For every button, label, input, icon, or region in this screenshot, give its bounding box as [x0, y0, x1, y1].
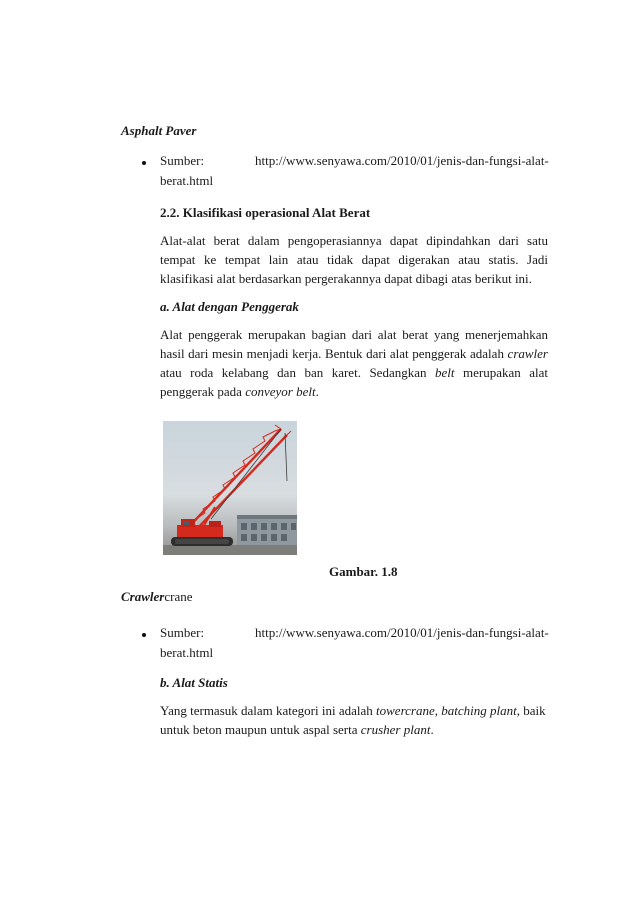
text: , [434, 703, 442, 718]
section-title: 2.2. Klasifikasi operasional Alat Berat [160, 205, 371, 220]
term-towercrane: towercrane [376, 703, 435, 718]
term-conveyor-belt: conveyor belt [245, 384, 316, 399]
term-crusher-plant: crusher plant [360, 722, 431, 737]
subsection-a-title: a. Alat dengan Penggerak [160, 299, 299, 314]
bullet-icon [142, 161, 146, 165]
term-crawler: crawler [507, 346, 548, 361]
crawler-crane-caption [121, 587, 192, 606]
source-url-cont[interactable]: berat.html [160, 173, 214, 188]
source-url[interactable]: http://www.senyawa.com/2010/01/jenis-dan-fungsi-alat- [255, 625, 549, 640]
crawler-crane-image [163, 421, 297, 555]
paragraph-a [160, 325, 548, 401]
text: Yang termasuk dalam kategori ini adalah [160, 703, 377, 718]
caption-normal: crane [164, 589, 193, 604]
text: Alat penggerak merupakan bagian dari alat berat yang menerjemahkan hasil dari mesin menjadi kerja. Bentuk dari alat penggerak adalah [160, 327, 548, 361]
heading-asphalt-paver: Asphalt Paver [121, 123, 197, 138]
bullet-icon [142, 633, 146, 637]
text: atau roda kelabang dan ban karet. Sedangkan [160, 365, 435, 380]
caption-italic: Crawler [121, 589, 165, 604]
term-belt: belt [434, 365, 455, 380]
text: . [430, 722, 434, 737]
text: , baik untuk beton maupun untuk aspal serta [160, 703, 546, 737]
source-label: Sumber: [160, 625, 205, 640]
subsection-b-title: b. Alat Statis [160, 675, 228, 690]
term-batching-plant: batching plant [441, 703, 517, 718]
section-paragraph: Alat-alat berat dalam pengoperasiannya dapat dipindahkan dari satu tempat ke tempat lain atau tidak dapat digerakan atau statis. Jadi klasifikasi alat berdasarkan pergerakannya dapat dibagi atas berikut ini. [160, 233, 548, 286]
text: merupakan alat penggerak pada [160, 365, 548, 399]
text: . [315, 384, 319, 399]
source-label: Sumber: [160, 153, 205, 168]
source-url-cont[interactable]: berat.html [160, 645, 214, 660]
figure-caption: Gambar. 1.8 [329, 564, 398, 579]
paragraph-b [160, 701, 548, 739]
source-url[interactable]: http://www.senyawa.com/2010/01/jenis-dan-fungsi-alat- [255, 153, 549, 168]
crawler-crane-illustration [163, 421, 297, 555]
